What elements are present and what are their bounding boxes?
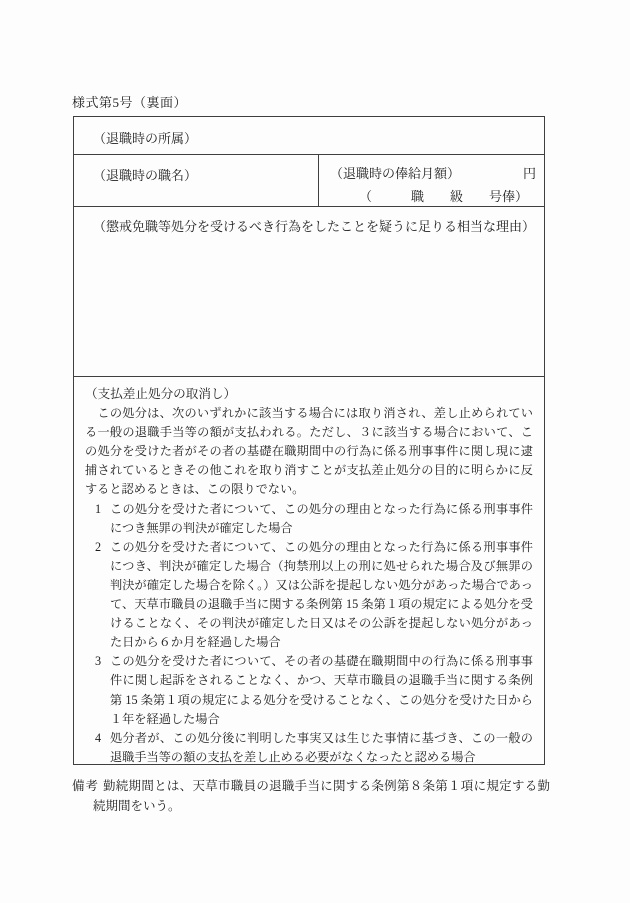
jobtitle-cell xyxy=(74,155,319,206)
reason-label: （懲戒免職等処分を受けるべき行為をしたことを疑うに足りる相当な理由） xyxy=(93,219,536,234)
item-number: 3 xyxy=(95,654,102,669)
jobtitle-label: （退職時の職名） xyxy=(93,168,198,183)
affiliation-label: （退職時の所属） xyxy=(93,131,198,146)
item-number: 2 xyxy=(95,539,102,554)
salary-unit-yen: 円 xyxy=(522,166,536,181)
item-number: 4 xyxy=(95,730,102,745)
salary-label: （退職時の俸給月額） xyxy=(330,166,461,181)
item-text: 処分者が、この処分後に判明した事実又は生じた事情に基づき、この一般の退職手当等の額の支払を差し止める必要がなくなったと認める場合 xyxy=(110,730,533,764)
retirement-allowance-form-table xyxy=(73,116,545,765)
list-item xyxy=(85,500,533,538)
affiliation-cell xyxy=(74,117,544,155)
remarks-text: 勤続期間とは、天草市職員の退職手当に関する条例第８条第１項に規定する勤続期間をいう。 xyxy=(93,779,550,813)
item-number: 1 xyxy=(95,501,102,516)
salary-label-line xyxy=(330,163,539,182)
cancellation-cell xyxy=(74,377,544,764)
item-text: この処分を受けた者について、この処分の理由となった行為に係る刑事事件につき、判決が確定した場合（拘禁刑以上の刑に処せられた場合及び無罪の判決が確定した場合を除く。）又は公訴を提起しない処分があった場合であって、天草市職員の退職手当に関する条例第 15 条第１項の規定による処分を受けることなく、その判決が確定した日又はその公訴を提起しない処分があった日から６か月を経過した場合 xyxy=(110,539,533,650)
list-item xyxy=(85,729,533,764)
reason-cell xyxy=(74,207,544,377)
remarks-label: 備考 xyxy=(72,779,100,793)
list-item xyxy=(85,538,533,653)
item-text: この処分を受けた者について、その者の基礎在職期間中の行為に係る刑事事件に関し起訴をされることなく、かつ、天草市職員の退職手当に関する条例第 15 条第１項の規定による処分を受けることなく、この処分を受けた日から１年を経過した場合 xyxy=(110,654,533,726)
remarks-note xyxy=(72,776,550,816)
salary-grade-line: （ 職 級 号俸） xyxy=(358,189,528,204)
jobtitle-salary-row xyxy=(74,155,544,207)
item-text: この処分を受けた者について、この処分の理由となった行為に係る刑事事件につき無罪の判決が確定した場合 xyxy=(110,501,533,535)
form-number-title: 様式第5号（裏面） xyxy=(72,95,188,110)
cancellation-heading: （支払差止処分の取消し） xyxy=(85,387,237,401)
cancellation-condition-list xyxy=(85,500,533,764)
cancellation-intro: この処分は、次のいずれかに該当する場合には取り消され、差し止められている一般の退職手当等の額が支払われる。ただし、３に該当する場合において、この処分を受けた者がその者の基礎在職期間中の行為に係る刑事事件に関し現に逮捕されているときその他これを取り消すことが支払差止処分の目的に明らかに反すると認めるときは、この限りでない。 xyxy=(85,406,533,497)
salary-cell xyxy=(319,155,544,206)
list-item xyxy=(85,652,533,728)
